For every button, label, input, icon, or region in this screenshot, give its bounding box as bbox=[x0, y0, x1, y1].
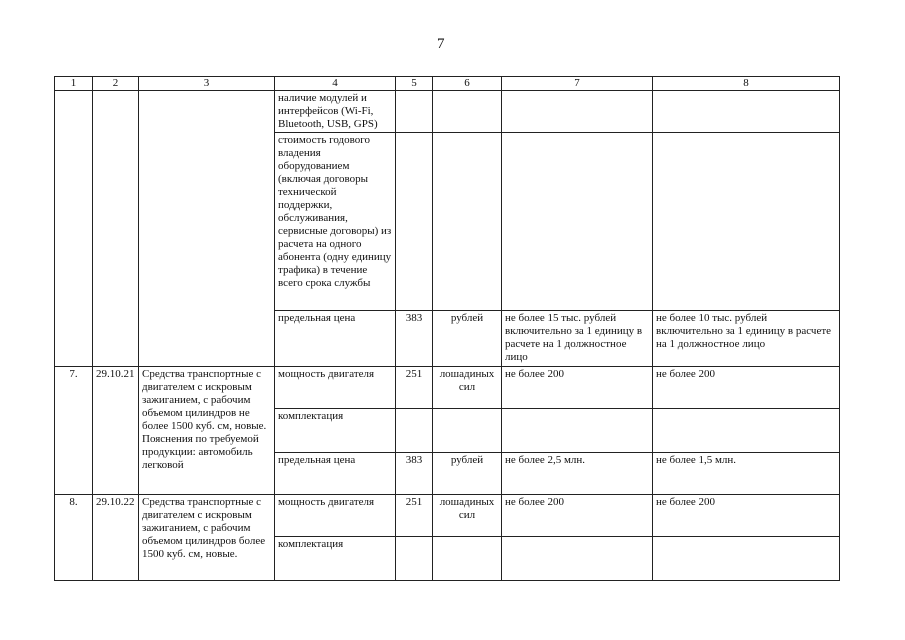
table-row bbox=[55, 495, 840, 537]
okpd-code-cell: 29.10.22 bbox=[93, 495, 139, 581]
characteristic-cell: комплектация bbox=[275, 409, 396, 453]
cell-empty bbox=[93, 91, 139, 367]
cell-empty bbox=[139, 91, 275, 367]
product-name-cell: Средства транспортные с двигателем с искровым зажиганием, с рабочим объемом цилиндров более 1500 куб. см, новые. bbox=[139, 495, 275, 581]
column-header-4: 4 bbox=[275, 77, 396, 91]
okei-code-cell: 383 bbox=[396, 311, 433, 367]
unit-cell: лошадиных сил bbox=[433, 495, 502, 537]
product-name-cell bbox=[139, 367, 275, 495]
characteristic-cell: предельная цена bbox=[275, 311, 396, 367]
item-number-cell: 8. bbox=[55, 495, 93, 581]
value-cell-col8: не более 1,5 млн. bbox=[653, 453, 840, 495]
cell-empty bbox=[396, 133, 433, 311]
characteristic-cell: стоимость годового владения оборудованием (включая договоры технической поддержки, обслуживания, сервисные договоры) из расчета на одного абонента (одну единицу трафика) в течение всего срока службы bbox=[275, 133, 396, 311]
unit-cell bbox=[433, 409, 502, 453]
characteristic-cell: мощность двигателя bbox=[275, 495, 396, 537]
characteristic-cell: комплектация bbox=[275, 537, 396, 581]
value-cell-col8: не более 200 bbox=[653, 367, 840, 409]
unit-cell: рублей bbox=[433, 453, 502, 495]
value-cell-col7 bbox=[502, 409, 653, 453]
okei-code-cell: 251 bbox=[396, 367, 433, 409]
value-cell-col7 bbox=[502, 537, 653, 581]
unit-cell bbox=[433, 537, 502, 581]
product-note-text: Пояснения по требуемой продукции: автомобиль легковой bbox=[142, 433, 259, 471]
table-row bbox=[55, 91, 840, 133]
unit-cell: рублей bbox=[433, 311, 502, 367]
cell-empty bbox=[653, 133, 840, 311]
product-name-text: Средства транспортные с двигателем с искровым зажиганием, с рабочим объемом цилиндров не более 1500 куб. см, новые. bbox=[142, 368, 267, 432]
okpd-code-cell: 29.10.21 bbox=[93, 367, 139, 495]
table-row bbox=[55, 367, 840, 409]
okei-code-cell: 383 bbox=[396, 453, 433, 495]
okei-code-cell: 251 bbox=[396, 495, 433, 537]
column-number-row bbox=[55, 77, 840, 91]
cell-empty bbox=[55, 91, 93, 367]
value-cell-col7: не более 15 тыс. рублей включительно за 1 единицу в расчете на 1 должностное лицо bbox=[502, 311, 653, 367]
okei-code-cell bbox=[396, 409, 433, 453]
cell-empty bbox=[396, 91, 433, 133]
okei-code-cell bbox=[396, 537, 433, 581]
cell-empty bbox=[502, 91, 653, 133]
value-cell-col8: не более 200 bbox=[653, 495, 840, 537]
column-header-3: 3 bbox=[139, 77, 275, 91]
column-header-2: 2 bbox=[93, 77, 139, 91]
column-header-5: 5 bbox=[396, 77, 433, 91]
column-header-6: 6 bbox=[433, 77, 502, 91]
column-header-1: 1 bbox=[55, 77, 93, 91]
column-header-7: 7 bbox=[502, 77, 653, 91]
characteristic-cell: предельная цена bbox=[275, 453, 396, 495]
cell-empty bbox=[502, 133, 653, 311]
page-number: 7 bbox=[437, 36, 445, 52]
cell-empty bbox=[433, 91, 502, 133]
value-cell-col8 bbox=[653, 409, 840, 453]
requirements-table bbox=[54, 76, 840, 581]
value-cell-col8: не более 10 тыс. рублей включительно за 1 единицу в расчете на 1 должностное лицо bbox=[653, 311, 840, 367]
value-cell-col7: не более 200 bbox=[502, 495, 653, 537]
value-cell-col8 bbox=[653, 537, 840, 581]
item-number-cell: 7. bbox=[55, 367, 93, 495]
value-cell-col7: не более 2,5 млн. bbox=[502, 453, 653, 495]
cell-empty bbox=[433, 133, 502, 311]
unit-cell: лошадиных сил bbox=[433, 367, 502, 409]
value-cell-col7: не более 200 bbox=[502, 367, 653, 409]
cell-empty bbox=[653, 91, 840, 133]
characteristic-cell: мощность двигателя bbox=[275, 367, 396, 409]
column-header-8: 8 bbox=[653, 77, 840, 91]
characteristic-cell: наличие модулей и интерфейсов (Wi-Fi, Bluetooth, USB, GPS) bbox=[275, 91, 396, 133]
